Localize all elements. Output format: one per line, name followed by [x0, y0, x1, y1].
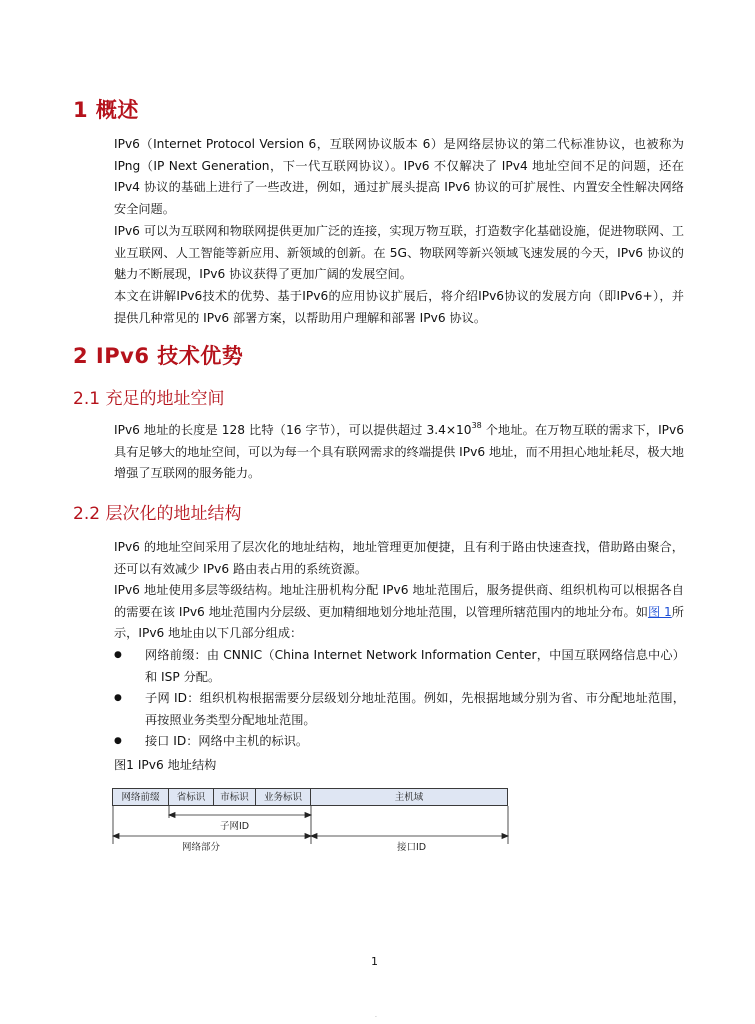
text-run: 个地址。在万物互联的需求下，IPv6 具有足够大的地址空间，可以为每一个具有联网需求的终端提供 IPv6 地址，而不用担心地址耗尽，极大地增强了互联网的服务能力。: [114, 423, 684, 481]
section-2-2-paragraph-1: IPv6 的地址空间采用了层次化的地址结构，地址管理更加便捷，且有利于路由快速查找，借助路由聚合，还可以有效减少 IPv6 路由表占用的系统资源。: [114, 540, 684, 576]
section-2-1-paragraph: [114, 420, 684, 485]
footer-mark: .: [375, 1012, 377, 1019]
page-number: 1: [371, 955, 378, 968]
list-item-text: 接口 ID：网络中主机的标识。: [145, 734, 309, 748]
bullet-icon: ●: [114, 693, 122, 703]
section-1-paragraph-1: IPv6（Internet Protocol Version 6，互联网协议版本 6）是网络层协议的第二代标准协议，也被称为 IPng（IP Next Generation，下一代互联网协议）。IPv6 不仅解决了 IPv4 地址空间不足的问题，还在 IPv4 协议的基础上进行了一些改进，例如，通过扩展头提高 IPv6 协议的可扩展性、内置安全性解决网络安全问题。: [114, 137, 684, 217]
ipv6-address-structure-diagram: [112, 784, 512, 854]
section-2-2-paragraph-2: [114, 580, 684, 645]
province-id-cell: 省标识: [168, 788, 214, 806]
bullet-icon: ●: [114, 650, 122, 660]
list-item-text: 网络前缀：由 CNNIC（China Internet Network Information Center，中国互联网络信息中心）和 ISP 分配。: [145, 648, 685, 684]
figure-1-link[interactable]: 图 1: [647, 604, 672, 619]
superscript: 38: [471, 421, 482, 430]
dimension-lines: [112, 784, 512, 854]
section-1-paragraph-2: IPv6 可以为互联网和物联网提供更加广泛的连接，实现万物互联，打造数字化基础设施，促进物联网、工业互联网、人工智能等新应用、新领域的创新。在 5G、物联网等新兴领域飞速发展的今天，IPv6 协议的魅力不断展现，IPv6 协议获得了更加广阔的发展空间。: [114, 224, 684, 282]
section-2-1-heading: 2.1 充足的地址空间: [73, 389, 225, 409]
section-1-paragraph-3: 本文在讲解IPv6技术的优势、基于IPv6的应用协议扩展后，将介绍IPv6协议的发展方向（即IPv6+），并提供几种常见的 IPv6 部署方案，以帮助用户理解和部署 IPv6 协议。: [114, 289, 684, 325]
host-field-cell: 主机域: [310, 788, 508, 806]
interface-id-label: 接口ID: [397, 842, 427, 853]
network-prefix-cell: 网络前缀: [112, 788, 169, 806]
text-run: 所示，IPv6 地址由以下几部分组成：: [114, 604, 684, 641]
bullet-icon: ●: [114, 736, 122, 746]
service-id-cell: 业务标识: [255, 788, 311, 806]
figure-caption: 图1 IPv6 地址结构: [114, 758, 217, 772]
section-1-heading: 1 概述: [73, 98, 139, 122]
city-id-cell: 市标识: [213, 788, 256, 806]
text-run: IPv6 地址使用多层等级结构。地址注册机构分配 IPv6 地址范围后，服务提供商、组织机构可以根据各自的需要在该 IPv6 地址范围内分层级、更加精细地划分地址范围，以管理所辖范围内的地址分布。如: [114, 583, 684, 619]
section-2-2-heading: 2.2 层次化的地址结构: [73, 504, 242, 524]
subnet-id-label: 子网ID: [220, 821, 250, 832]
list-item-text: 子网 ID：组织机构根据需要分层级划分地址范围。例如，先根据地域分别为省、市分配地址范围，再按照业务类型分配地址范围。: [145, 691, 685, 727]
text-run: IPv6 地址的长度是 128 比特（16 字节），可以提供超过 3.4×10: [114, 423, 472, 437]
section-2-heading: 2 IPv6 技术优势: [73, 344, 244, 368]
network-part-label: 网络部分: [182, 842, 221, 853]
